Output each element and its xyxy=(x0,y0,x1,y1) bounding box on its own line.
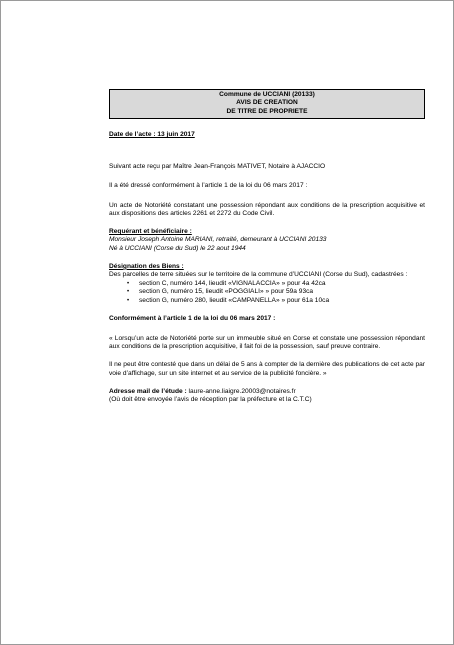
adresse-section xyxy=(109,388,425,404)
requerant-line-2: Né à UCCIANI (Corse du Sud) le 22 aout 1944 xyxy=(109,244,246,252)
avis-title: AVIS DE CREATION xyxy=(236,99,298,107)
quote-paragraph-2: Il ne peut être contesté que dans un délai de 5 ans à compter de la dernière des publications de cet acte par voie d’affichage, sur un site internet et au service de la publicité foncière. » xyxy=(109,361,425,377)
requerant-heading: Requérant et bénéficiaire : xyxy=(109,228,192,236)
bullet-icon: • xyxy=(127,281,130,288)
title-box xyxy=(109,89,425,119)
adresse-note: (Où doit être envoyée l’avis de réception par la préfecture et la C.T.C) xyxy=(109,396,312,404)
parcel-text: section C, numéro 144, lieudit «VIGNALACCIA» » pour 4a 42ca xyxy=(139,280,326,288)
conformement-heading: Conformément à l’article 1 de la loi du 06 mars 2017 : xyxy=(109,314,276,322)
bullet-icon: • xyxy=(127,297,130,304)
adresse-label: Adresse mail de l’étude : xyxy=(109,387,189,395)
parcel-text: section G, numéro 15, lieudit «POGGIALI» » pour 59a 93ca xyxy=(139,288,314,296)
adresse-line xyxy=(109,388,425,396)
list-item xyxy=(127,297,425,305)
list-item xyxy=(127,288,425,296)
requerant-section xyxy=(109,228,425,253)
list-item xyxy=(127,280,425,288)
notaire-paragraph: Suivant acte reçu par Maître Jean-François MATIVET, Notaire à AJACCIO xyxy=(109,163,326,171)
document-content xyxy=(109,89,425,404)
email-address[interactable]: laure-anne.liaigre.20003@notaires.fr xyxy=(188,387,296,395)
requerant-line-1: Monsieur Joseph Antoine MARIANI, retraité, demeurant à UCCIANI 20133 xyxy=(109,236,327,244)
date-acte: Date de l’acte : 13 juin 2017 xyxy=(109,131,195,139)
commune-title: Commune de UCCIANI (20133) xyxy=(219,91,315,98)
titre-title: DE TITRE DE PROPRIETE xyxy=(226,107,308,115)
acte-paragraph: Un acte de Notoriété constatant une possession répondant aux conditions de la prescription acquisitive et aux dispositions des articles 2261 et 2272 du Code Civil. xyxy=(109,201,425,218)
parcel-list xyxy=(109,280,425,305)
dresse-paragraph: Il a été dressé conformément à l’article 1 de la loi du 06 mars 2017 : xyxy=(109,181,308,189)
designation-heading: Désignation des Biens : xyxy=(109,262,184,270)
designation-section xyxy=(109,263,425,305)
quote-paragraph-1: « Lorsqu’un acte de Notoriété porte sur un immeuble situé en Corse et constate une possession répondant aux conditions de la prescription acquisitive, il fait foi de la possession, sauf preuve contraire. xyxy=(109,335,425,351)
designation-intro: Des parcelles de terre situées sur le territoire de la commune d’UCCIANI (Corse du Sud), cadastrées : xyxy=(109,271,408,279)
bullet-icon: • xyxy=(127,289,130,296)
parcel-text: section G, numéro 280, lieudit «CAMPANELLA» » pour 61a 10ca xyxy=(139,296,330,304)
